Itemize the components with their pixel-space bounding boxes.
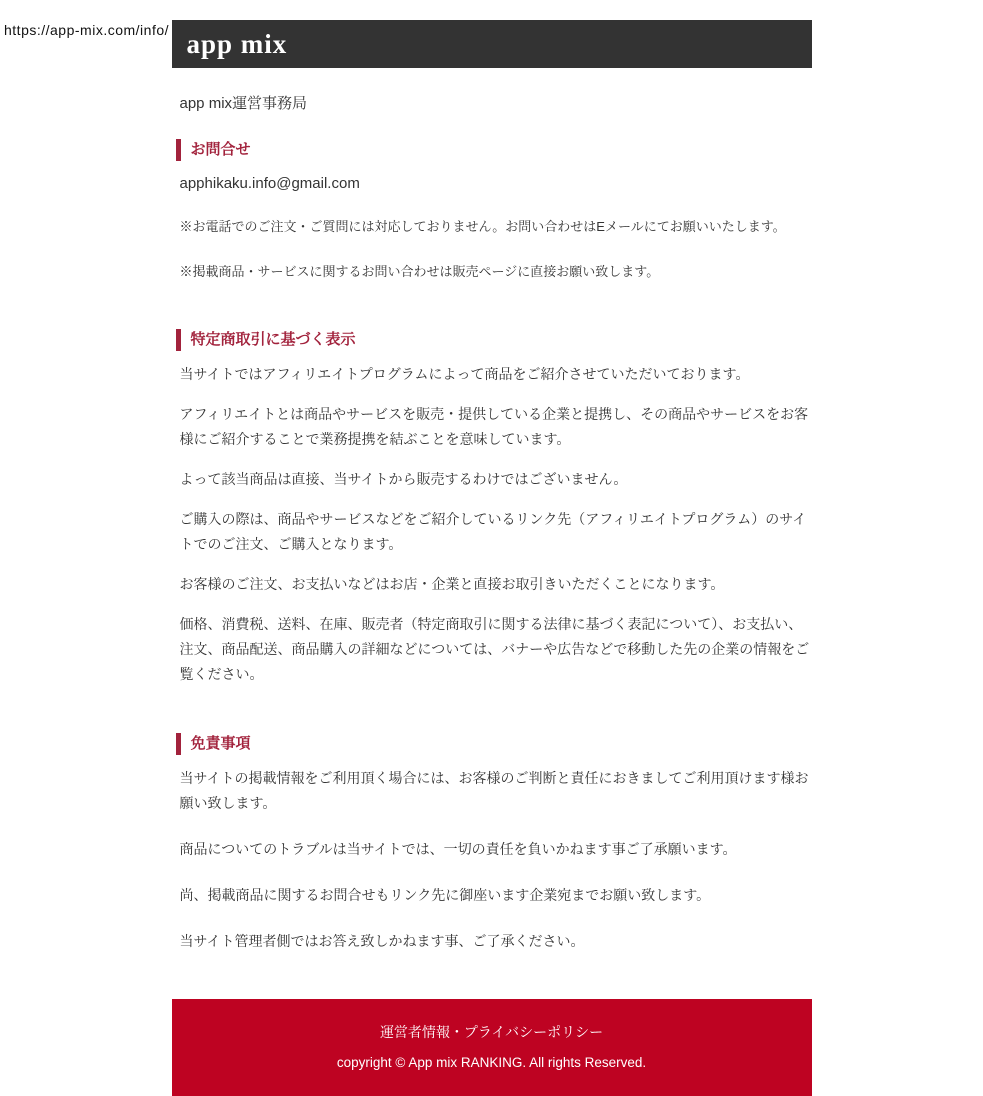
operator-name: app mix運営事務局 bbox=[179, 95, 308, 112]
disclaimer-heading: 免責事項 bbox=[176, 733, 812, 755]
paragraph: ご購入の際は、商品やサービスなどをご紹介しているリンク先（アフィリエイトプログラム）のサイトでのご注文、ご購入となります。 bbox=[179, 511, 807, 552]
site-footer bbox=[172, 999, 812, 1096]
footer-privacy-link[interactable]: 運営者情報・プライバシーポリシー bbox=[379, 1024, 604, 1040]
contact-note: ※お電話でのご注文・ご質問には対応しておりません。お問い合わせはEメールにてお願いいたします。 bbox=[179, 219, 786, 234]
contact-heading: お問合せ bbox=[176, 139, 812, 161]
transaction-heading: 特定商取引に基づく表示 bbox=[176, 329, 812, 351]
site-title: app mix bbox=[186, 28, 288, 59]
copyright-text: copyright © App mix RANKING. All rights Reserved. bbox=[336, 1055, 647, 1070]
paragraph: よって該当商品は直接、当サイトから販売するわけではございません。 bbox=[179, 471, 628, 487]
contact-note: ※掲載商品・サービスに関するお問い合わせは販売ページに直接お願い致します。 bbox=[179, 263, 660, 279]
paragraph: 当サイトではアフィリエイトプログラムによって商品をご紹介させていただいております。 bbox=[179, 366, 750, 382]
section-disclaimer bbox=[176, 733, 812, 954]
paragraph: 価格、消費税、送料、在庫、販売者（特定商取引に関する法律に基づく表記について）、お支払い、注文、商品配送、商品購入の詳細などについては、バナーや広告などで移動した先の企業の情報をご覧ください。 bbox=[179, 616, 810, 682]
section-contact bbox=[176, 139, 812, 281]
paragraph: アフィリエイトとは商品やサービスを販売・提供している企業と提携し、その商品やサービスをお客様にご紹介することで業務提携を結ぶことを意味しています。 bbox=[179, 406, 809, 447]
section-transaction bbox=[176, 329, 812, 687]
site-header bbox=[172, 20, 812, 68]
page-url: https://app-mix.com/info/ bbox=[4, 22, 170, 38]
paragraph: 商品についてのトラブルは当サイトでは、一切の責任を負いかねます事ご了承願います。 bbox=[179, 841, 737, 857]
contact-email: apphikaku.info@gmail.com bbox=[179, 175, 360, 192]
paragraph: 当サイト管理者側ではお答え致しかねます事、ご了承ください。 bbox=[179, 933, 585, 949]
paragraph: 尚、掲載商品に関するお問合せもリンク先に御座います企業宛までお願い致します。 bbox=[179, 887, 711, 903]
paragraph: お客様のご注文、お支払いなどはお店・企業と直接お取引きいただくことになります。 bbox=[179, 576, 725, 592]
paragraph: 当サイトの掲載情報をご利用頂く場合には、お客様のご判断と責任におきましてご利用頂けます様お願い致します。 bbox=[179, 770, 809, 811]
content-column bbox=[172, 20, 812, 1096]
